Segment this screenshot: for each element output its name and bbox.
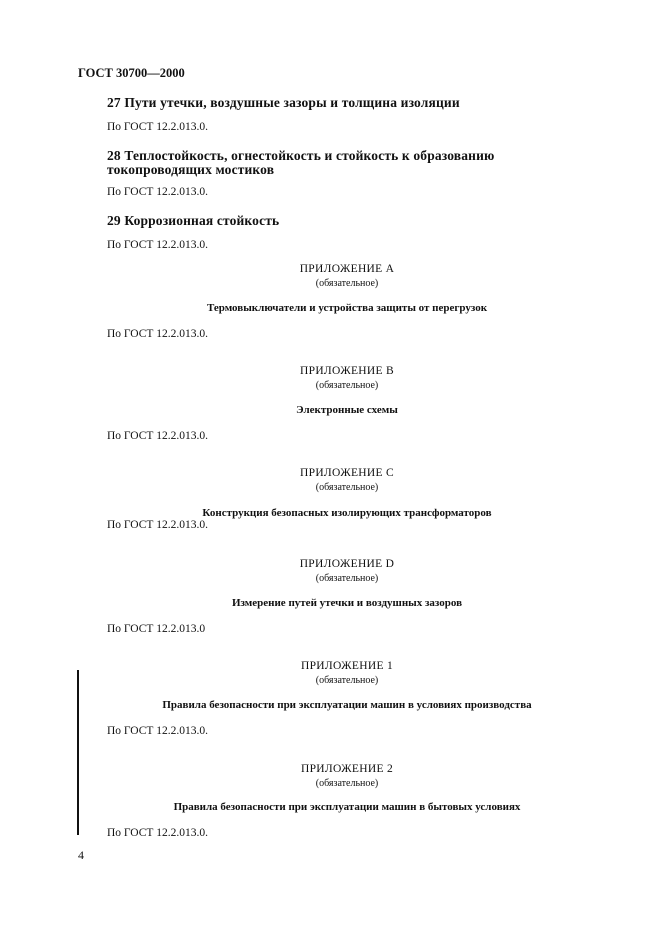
appendix-b-title: Электронные схемы [296, 404, 398, 416]
appendix-b-label: ПРИЛОЖЕНИЕ В [300, 365, 394, 377]
appendix-a-label: ПРИЛОЖЕНИЕ А [299, 263, 395, 275]
document-id: ГОСТ 30700—2000 [78, 66, 185, 80]
appendix-d-body: По ГОСТ 12.2.013.0 [107, 623, 206, 635]
appendix-c-label: ПРИЛОЖЕНИЕ С [300, 467, 394, 479]
appendix-b-note: (обязательное) [315, 380, 379, 391]
appendix-1-title: Правила безопасности при эксплуатации машин в условиях производства [162, 699, 532, 711]
appendix-a-body: По ГОСТ 12.2.013.0. [107, 328, 209, 340]
appendix-1-body: По ГОСТ 12.2.013.0. [107, 725, 209, 737]
section-28-body: По ГОСТ 12.2.013.0. [107, 186, 209, 198]
appendix-1-note: (обязательное) [315, 675, 379, 686]
appendix-a-title: Термовыключатели и устройства защиты от перегрузок [206, 302, 488, 314]
appendix-d-label: ПРИЛОЖЕНИЕ D [299, 558, 395, 570]
appendix-c-title: Конструкция безопасных изолирующих трансформаторов [202, 507, 492, 519]
section-28-title-line2: токопроводящих мостиков [107, 162, 275, 177]
section-27-body: По ГОСТ 12.2.013.0. [107, 121, 209, 133]
appendix-d-title: Измерение путей утечки и воздушных зазоров [231, 597, 463, 609]
appendix-1-label: ПРИЛОЖЕНИЕ 1 [300, 660, 393, 672]
section-29-title: 29 Коррозионная стойкость [107, 213, 280, 228]
appendix-2-body: По ГОСТ 12.2.013.0. [107, 827, 209, 839]
appendix-d-note: (обязательное) [315, 573, 379, 584]
appendix-2-label: ПРИЛОЖЕНИЕ 2 [300, 763, 393, 775]
appendix-c-note: (обязательное) [315, 482, 379, 493]
appendix-c-body: По ГОСТ 12.2.013.0. [107, 519, 209, 531]
page-number: 4 [78, 848, 84, 862]
section-29-body: По ГОСТ 12.2.013.0. [107, 239, 209, 251]
appendix-2-title: Правила безопасности при эксплуатации машин в бытовых условиях [173, 801, 521, 813]
appendix-2-note: (обязательное) [315, 778, 379, 789]
section-28-title-line1: 28 Теплостойкость, огнестойкость и стойкость к образованию [107, 148, 495, 163]
section-27-title: 27 Пути утечки, воздушные зазоры и толщина изоляции [107, 95, 460, 110]
appendix-b-body: По ГОСТ 12.2.013.0. [107, 430, 209, 442]
appendix-a-note: (обязательное) [315, 278, 379, 289]
